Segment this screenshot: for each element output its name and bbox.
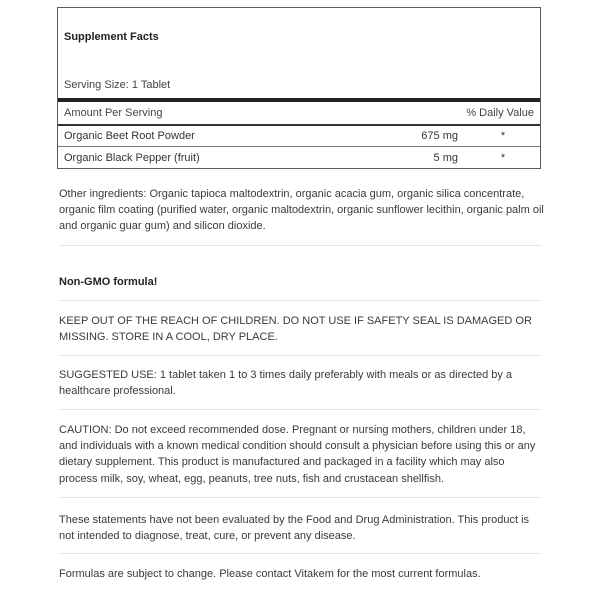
other-ingredients: Other ingredients: Organic tapioca maltodextrin, organic acacia gum, organic silica concentrate, organic film coating (purified water, organic maltodextrin, organic sunflower lecithin, organic palm oil and organic guar gum) and silicon dioxide. xyxy=(59,188,544,233)
fda-statement: These statements have not been evaluated by the Food and Drug Administration. This product is not intended to diagnose, treat, cure, or prevent any disease. xyxy=(59,514,530,543)
divider xyxy=(59,355,542,356)
table-row xyxy=(58,147,540,168)
ingredient-daily-value: * xyxy=(500,151,506,164)
serving-size: Serving Size: 1 Tablet xyxy=(58,78,540,102)
table-row xyxy=(58,126,540,147)
ingredient-name: Organic Beet Root Powder xyxy=(64,130,195,142)
daily-value-header: % Daily Value xyxy=(466,107,534,119)
divider xyxy=(59,497,542,498)
amount-per-serving-header: Amount Per Serving xyxy=(64,107,163,119)
divider xyxy=(59,300,542,301)
ingredient-amount: 5 mg xyxy=(433,151,458,164)
divider xyxy=(59,245,542,246)
non-gmo-heading: Non-GMO formula! xyxy=(59,276,158,288)
divider xyxy=(59,553,542,554)
ingredient-amount: 675 mg xyxy=(421,130,458,142)
supplement-facts-panel xyxy=(57,7,541,169)
divider xyxy=(59,409,542,410)
facts-table-header xyxy=(58,102,540,126)
supplement-facts-title: Supplement Facts xyxy=(64,31,159,43)
caution-statement: CAUTION: Do not exceed recommended dose. Pregnant or nursing mothers, children under 18, and individuals with a known medical condition should consult a physician before using this or any dietary supplement. This product is manufactured and packaged in a facility which may also process milk, soy, wheat, egg, peanuts, tree nuts, fish and crustacean shellfish. xyxy=(59,424,536,485)
suggested-use: SUGGESTED USE: 1 tablet taken 1 to 3 times daily preferably with meals or as directed by a healthcare professional. xyxy=(59,369,513,398)
storage-warning: KEEP OUT OF THE REACH OF CHILDREN. DO NOT USE IF SAFETY SEAL IS DAMAGED OR MISSING. STORE IN A COOL, DRY PLACE. xyxy=(59,315,532,344)
ingredient-name: Organic Black Pepper (fruit) xyxy=(64,151,200,164)
formulas-note: Formulas are subject to change. Please contact Vitakem for the most current formulas. xyxy=(59,568,481,580)
ingredient-daily-value: * xyxy=(500,130,506,142)
